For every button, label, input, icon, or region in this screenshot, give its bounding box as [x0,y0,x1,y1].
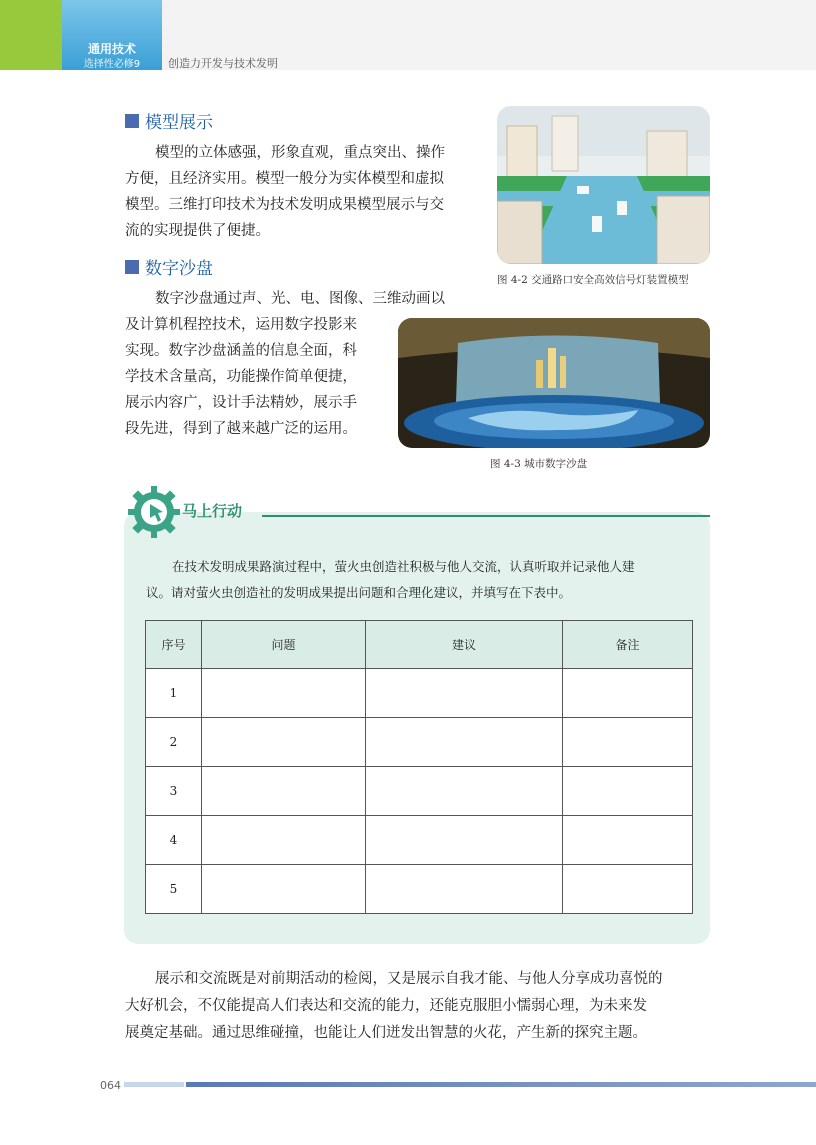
question-cell[interactable] [202,865,366,914]
traffic-model-photo [497,106,710,264]
footer-bar-light [124,1082,184,1087]
sandtable-illustration [398,318,710,448]
activity-title-rule [262,515,710,517]
text-line: 学技术含量高，功能操作简单便捷， [125,369,357,385]
question-cell[interactable] [202,669,366,718]
notes-cell[interactable] [563,669,693,718]
section-heading-text: 模型展示 [145,113,213,133]
row-index: 5 [146,865,202,914]
text-line: 数字沙盘通过声、光、电、图像、三维动画以 [155,291,445,307]
figure-4-2-caption: 图 4-2 交通路口安全高效信号灯装置模型 [497,274,689,286]
row-index: 2 [146,718,202,767]
text-line: 议。请对萤火虫创造社的发明成果提出问题和合理化建议，并填写在下表中。 [146,585,572,600]
table-header-row [146,621,693,669]
notes-cell[interactable] [563,865,693,914]
table-row [146,718,693,767]
notes-cell[interactable] [563,718,693,767]
activity-instructions [146,554,692,606]
suggestion-cell[interactable] [366,865,563,914]
closing-paragraph [125,966,711,1047]
book-title: 通用技术 [87,42,136,56]
table-row [146,767,693,816]
row-index: 4 [146,816,202,865]
sandtable-paragraph [125,286,445,442]
gear-hand-icon [126,484,182,540]
row-index: 3 [146,767,202,816]
table-row [146,669,693,718]
column-header-notes: 备注 [563,621,693,669]
book-subtitle: 选择性必修9 [83,59,141,70]
question-cell[interactable] [202,767,366,816]
section-heading-text: 数字沙盘 [145,259,213,279]
notes-cell[interactable] [563,816,693,865]
text-line: 方便，且经济实用。模型一般分为实体模型和虚拟 [125,171,444,187]
text-line: 模型的立体感强，形象直观，重点突出、操作 [155,145,445,161]
footer-bar [186,1082,816,1087]
figure-4-3-caption: 图 4-3 城市数字沙盘 [490,458,588,470]
heading-square-icon [125,260,139,274]
suggestion-cell[interactable] [366,718,563,767]
header-green-block [0,0,62,70]
text-line: 流的实现提供了便捷。 [125,223,270,239]
page-number: 064 [100,1079,121,1092]
traffic-model-illustration [497,106,710,264]
column-header-index: 序号 [146,621,202,669]
heading-square-icon [125,114,139,128]
question-cell[interactable] [202,718,366,767]
question-cell[interactable] [202,816,366,865]
text-line: 实现。数字沙盘涵盖的信息全面，科 [125,343,357,359]
table-row [146,865,693,914]
column-header-question: 问题 [202,621,366,669]
table-row [146,816,693,865]
text-line: 在技术发明成果路演过程中，萤火虫创造社积极与他人交流，认真听取并记录他人建 [172,559,635,574]
text-line: 展示内容广，设计手法精妙，展示手 [125,395,357,411]
digital-sandtable-photo [398,318,710,448]
suggestion-cell[interactable] [366,669,563,718]
model-paragraph [125,140,445,244]
text-line: 段先进，得到了越来越广泛的运用。 [125,421,357,437]
chapter-title: 创造力开发与技术发明 [168,57,278,70]
column-header-suggestion: 建议 [366,621,563,669]
section-heading-sandtable [125,254,213,279]
text-line: 大好机会，不仅能提高人们表达和交流的能力，还能克服胆小懦弱心理，为未来发 [125,998,647,1014]
text-line: 展奠定基础。通过思维碰撞，也能让人们迸发出智慧的火花，产生新的探究主题。 [125,1025,647,1041]
feedback-table [145,620,693,914]
text-line: 展示和交流既是对前期活动的检阅，又是展示自我才能、与他人分享成功喜悦的 [155,971,663,987]
notes-cell[interactable] [563,767,693,816]
text-line: 模型。三维打印技术为技术发明成果模型展示与交 [125,197,444,213]
suggestion-cell[interactable] [366,816,563,865]
suggestion-cell[interactable] [366,767,563,816]
activity-title: 马上行动 [182,502,243,520]
text-line: 及计算机程控技术，运用数字投影来 [125,317,357,333]
section-heading-model [125,108,213,133]
row-index: 1 [146,669,202,718]
